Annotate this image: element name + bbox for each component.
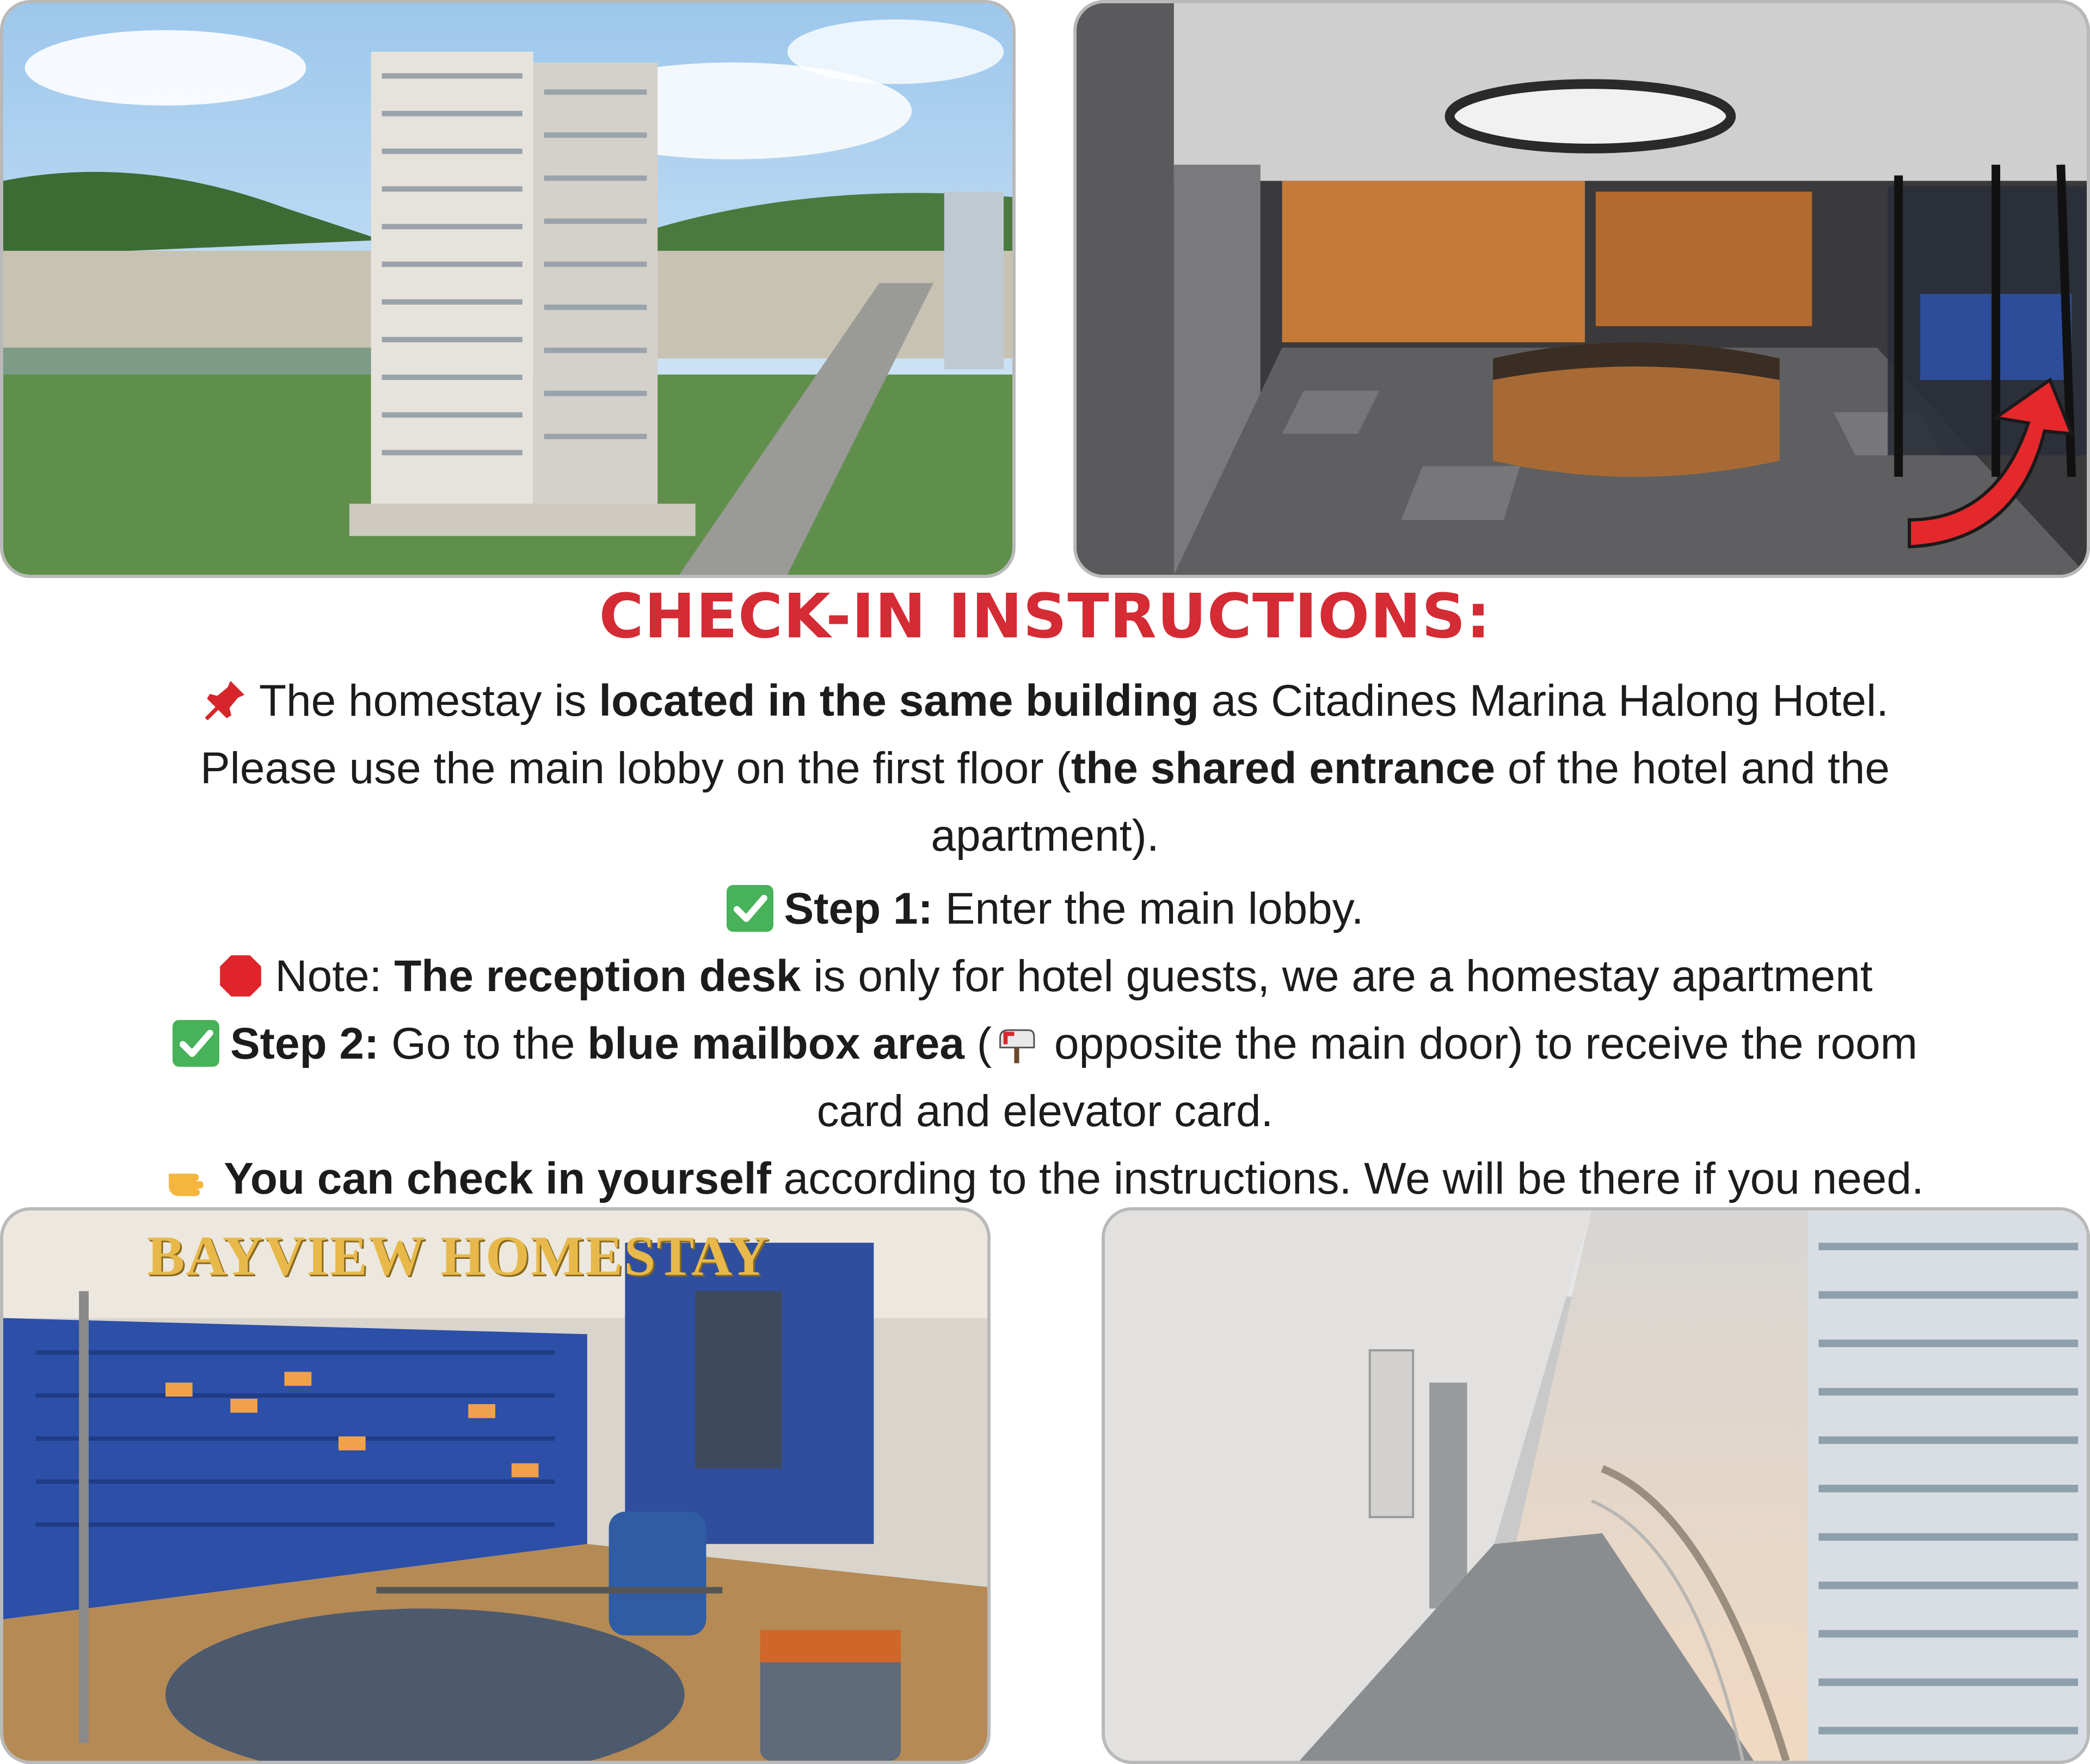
pointing-hand-icon (166, 1155, 213, 1202)
aerial-building-photo (0, 0, 1016, 578)
check-mark-button-icon (173, 1020, 219, 1067)
mailbox-area-photo (0, 1207, 991, 1764)
instruction-lobby-cont: apartment). (931, 811, 1159, 861)
instruction-self-check-in: You can check in yourself according to the instructions. We will be there if you need. (0, 1152, 2090, 1206)
corridor-balcony-photo (1102, 1207, 2090, 1764)
instruction-note: Note: The reception desk is only for hotel guests, we are a homestay apartment (0, 949, 2090, 1004)
pushpin-icon (201, 677, 248, 724)
check-mark-button-icon (727, 885, 773, 932)
stop-sign-icon (217, 952, 264, 999)
instruction-location: The homestay is located in the same building as Citadines Marina Halong Hotel. (0, 674, 2090, 728)
instruction-lobby: Please use the main lobby on the first floor (the shared entrance of the hotel and the (200, 743, 1890, 793)
instruction-step-2: Step 2: Go to the blue mailbox area ( opposite the main door) to receive the room (0, 1017, 2090, 1071)
bayview-homestay-watermark: BAYVIEW HOMESTAY (147, 1225, 770, 1287)
instruction-step-1: Step 1: Enter the main lobby. (0, 882, 2090, 936)
instructions-heading: CHECK-IN INSTRUCTIONS: (599, 581, 1491, 652)
mailbox-icon (996, 1023, 1037, 1064)
instruction-step-2-cont: card and elevator card. (816, 1086, 1274, 1136)
check-in-instructions (0, 578, 2090, 1207)
hotel-lobby-photo (1073, 0, 2090, 578)
